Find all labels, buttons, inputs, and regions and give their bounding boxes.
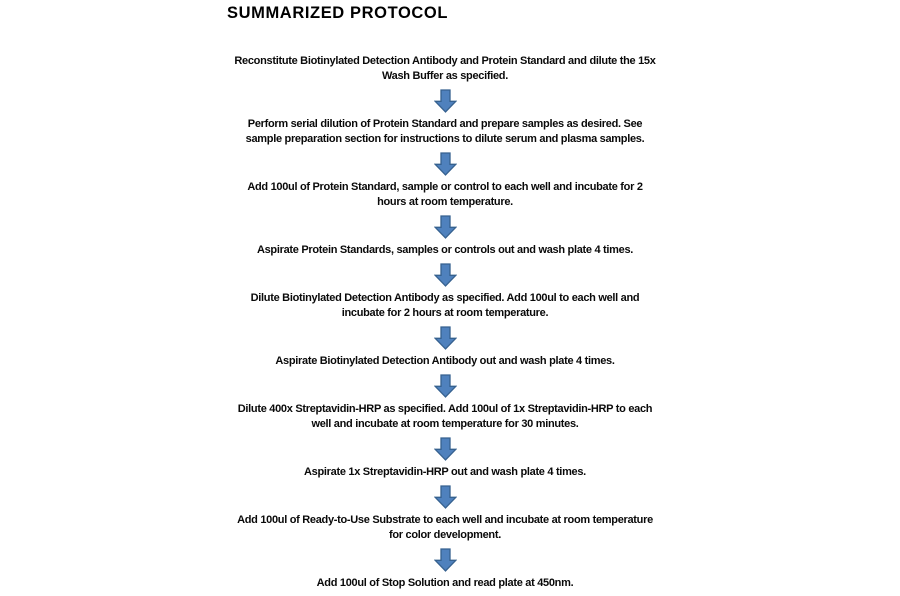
- down-arrow-icon: [434, 152, 457, 176]
- step-text: Add 100ul of Stop Solution and read plate at 450nm.: [316, 577, 574, 589]
- down-arrow-icon: [434, 263, 457, 287]
- protocol-flowchart: [145, 54, 745, 596]
- protocol-step-4: [257, 243, 633, 258]
- step-text: Wash Buffer as specified.: [382, 70, 508, 82]
- protocol-step-6: [275, 354, 614, 369]
- step-text: Aspirate Protein Standards, samples or controls out and wash plate 4 times.: [256, 244, 634, 256]
- protocol-step-8: [304, 465, 586, 480]
- step-text: incubate for 2 hours at room temperature.: [341, 307, 549, 319]
- step-text: Dilute 400x Streptavidin-HRP as specified. Add 100ul of 1x Streptavidin-HRP to each: [237, 403, 653, 415]
- down-arrow-icon: [434, 326, 457, 350]
- step-text: hours at room temperature.: [377, 196, 513, 208]
- step-text: well and incubate at room temperature for 30 minutes.: [311, 418, 579, 430]
- down-arrow-icon: [434, 485, 457, 509]
- protocol-step-1: [234, 54, 655, 84]
- protocol-step-10: [317, 576, 574, 591]
- step-text: sample preparation section for instructions to dilute serum and plasma samples.: [245, 133, 645, 145]
- step-text: for color development.: [389, 529, 501, 541]
- protocol-step-9: [237, 513, 653, 543]
- down-arrow-icon: [434, 374, 457, 398]
- page-title: SUMMARIZED PROTOCOL: [227, 4, 449, 22]
- protocol-step-3: [247, 180, 642, 210]
- step-text: Aspirate 1x Streptavidin-HRP out and wash plate 4 times.: [304, 466, 586, 478]
- step-text: Reconstitute Biotinylated Detection Antibody and Protein Standard and dilute the 15x: [234, 55, 656, 67]
- step-text: Aspirate Biotinylated Detection Antibody out and wash plate 4 times.: [275, 355, 615, 367]
- protocol-step-7: [238, 402, 652, 432]
- down-arrow-icon: [434, 89, 457, 113]
- down-arrow-icon: [434, 548, 457, 572]
- step-text: Dilute Biotinylated Detection Antibody as specified. Add 100ul to each well and: [250, 292, 640, 304]
- protocol-step-2: [246, 117, 645, 147]
- step-text: Perform serial dilution of Protein Standard and prepare samples as desired. See: [247, 118, 643, 130]
- step-text: Add 100ul of Protein Standard, sample or control to each well and incubate for 2: [247, 181, 643, 193]
- down-arrow-icon: [434, 215, 457, 239]
- down-arrow-icon: [434, 437, 457, 461]
- step-text: Add 100ul of Ready-to-Use Substrate to each well and incubate at room temperature: [237, 514, 653, 526]
- protocol-step-5: [251, 291, 640, 321]
